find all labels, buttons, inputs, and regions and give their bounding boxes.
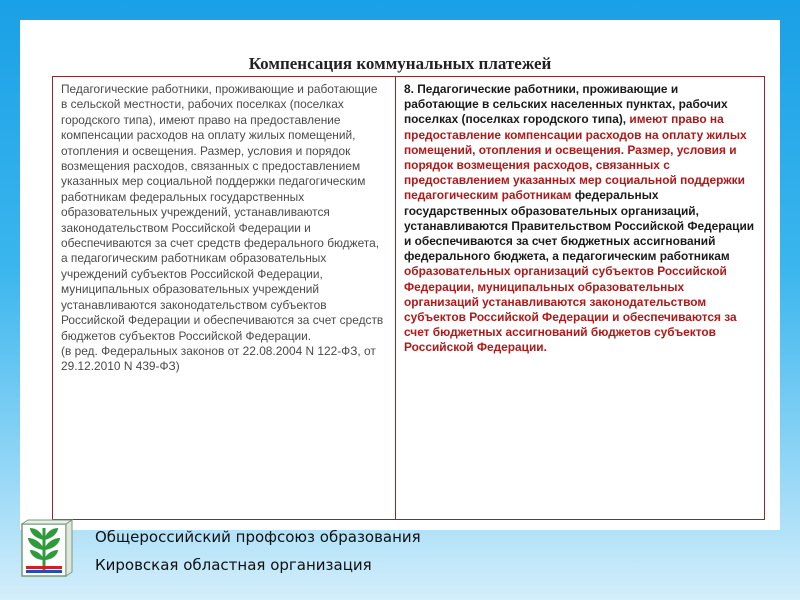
footer-organization: Общероссийский профсоюз образования bbox=[95, 528, 421, 546]
footer-region: Кировская областная организация bbox=[95, 556, 372, 574]
right-column-part-1: 8. Педагогические работники, проживающие и работающие в сельских населенных пунктах, рабочих поселках (поселках городского типа), bbox=[404, 82, 728, 127]
left-column bbox=[53, 77, 396, 519]
comparison-table bbox=[52, 76, 765, 520]
left-column-text: Педагогические работники, проживающие и работающие в сельской местности, рабочих поселках (поселках городского типа), имеют право на предоставление компенсации расходов на оплату жилых помещений, отопления и освещения. Размер, условия и порядок возмещения расходов, связанных с предоставлением указанных мер социальной поддержки педагогическим работникам федеральных государственных образовательных учреждений, устанавливаются законодательством Российской Федерации и обеспечиваются за счет средств федерального бюджета, а педагогическим работникам образовательных учреждений субъектов Российской Федерации, муниципальных образовательных учреждений устанавливаются законодательством субъектов Российской Федерации и обеспечиваются за счет средств бюджетов субъектов Российской Федерации. bbox=[61, 82, 384, 343]
right-column bbox=[396, 77, 764, 519]
union-logo-icon bbox=[18, 516, 78, 580]
slide-panel bbox=[20, 20, 780, 530]
left-column-note: (в ред. Федеральных законов от 22.08.2004 N 122-ФЗ, от 29.12.2010 N 439-ФЗ) bbox=[61, 343, 376, 374]
right-column-part-3: федеральных государственных образовательных организаций, устанавливаются Правительством Российской Федерации и обеспечиваются за счет бюджетных ассигнований федерального бюджета, а педагогическим работникам bbox=[404, 188, 755, 264]
right-column-highlight-2: образовательных организаций субъектов Российской Федерации, муниципальных образовательных организаций устанавливаются законодательством субъектов Российской Федерации и обеспечиваются за счет бюджетных ассигнований бюджетов субъектов Российской Федерации. bbox=[404, 264, 737, 355]
slide-title: Компенсация коммунальных платежей bbox=[248, 54, 552, 73]
right-column-highlight-1: имеют право на предоставление компенсации расходов на оплату жилых помещений, отопления и освещения. Размер, условия и порядок возмещения расходов, связанных с предоставлением указанных мер социальной поддержки педагогическим работникам bbox=[404, 112, 747, 203]
